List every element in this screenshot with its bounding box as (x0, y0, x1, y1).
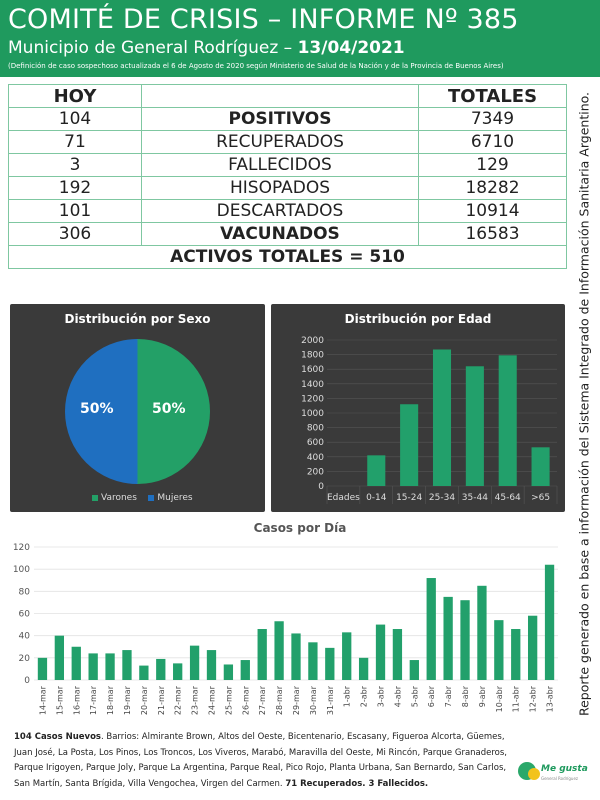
table-header-row (9, 85, 567, 108)
age-x-tick: 0-14 (366, 493, 387, 503)
age-y-tick: 1600 (301, 365, 324, 376)
day-bar (308, 642, 317, 680)
logo-text: Me gusta (541, 764, 588, 774)
day-bar (393, 629, 402, 680)
day-x-tick: 21-mar (156, 686, 166, 716)
total-value: 18282 (419, 177, 567, 200)
activos-row (9, 246, 567, 269)
hoy-header: HOY (9, 85, 142, 108)
day-x-tick: 27-mar (258, 686, 268, 716)
table-row (9, 154, 567, 177)
day-bar (156, 659, 165, 680)
footer-new-cases: 104 Casos Nuevos (14, 732, 101, 742)
age-bar (499, 355, 517, 486)
day-x-tick: 12-abr (528, 686, 538, 713)
day-bar (494, 620, 503, 680)
day-x-tick: 18-mar (106, 686, 116, 716)
logo-yellow-circle (528, 768, 540, 780)
day-bar (528, 616, 537, 680)
age-y-tick: 400 (306, 452, 324, 463)
total-value: 16583 (419, 223, 567, 246)
day-x-tick: 10-abr (494, 686, 504, 713)
day-bar (545, 565, 554, 680)
day-y-tick: 100 (12, 565, 30, 576)
day-x-tick: 19-mar (122, 686, 132, 716)
age-y-tick: 600 (306, 438, 324, 449)
sex-chart-title: Distribución por Sexo (64, 312, 211, 326)
day-bar (241, 660, 250, 680)
day-bar (207, 650, 216, 680)
hoy-value: 71 (9, 131, 142, 154)
day-x-tick: 7-abr (444, 686, 454, 708)
day-bar (460, 600, 469, 680)
age-y-tick: 1200 (301, 394, 324, 405)
source-note-text: Reporte generado en base a información del Sistema Integrado de Información Sanitaria Argentino. (576, 91, 592, 717)
age-y-tick: 800 (306, 423, 324, 434)
table-row (9, 131, 567, 154)
day-bar (55, 636, 64, 680)
hoy-value: 192 (9, 177, 142, 200)
age-bar (532, 447, 550, 486)
hoy-value: 3 (9, 154, 142, 177)
day-bar (325, 648, 334, 680)
report-subtitle (8, 38, 405, 58)
row-label: FALLECIDOS (142, 154, 419, 177)
day-bar (477, 586, 486, 680)
age-bar-chart (271, 304, 565, 512)
report-date: 13/04/2021 (297, 38, 405, 58)
age-y-tick: 1800 (301, 350, 324, 361)
age-bar (367, 455, 385, 486)
logo-subtext: General Rodríguez (541, 776, 579, 781)
day-x-tick: 1-abr (342, 686, 352, 708)
age-y-tick: 1000 (301, 409, 324, 419)
age-chart-title: Distribución por Edad (344, 312, 492, 326)
day-y-tick: 120 (12, 543, 30, 553)
day-x-tick: 2-abr (359, 686, 369, 708)
empty-header (142, 85, 419, 108)
day-bar (359, 658, 368, 680)
day-x-tick: 17-mar (89, 686, 99, 716)
age-y-tick: 1400 (301, 379, 324, 390)
table-row (9, 177, 567, 200)
day-x-tick: 6-abr (427, 686, 437, 708)
day-y-tick: 60 (18, 609, 30, 620)
total-value: 6710 (419, 131, 567, 154)
daily-chart-title: Casos por Día (253, 521, 347, 535)
pie-label-mujeres: 50% (80, 401, 114, 417)
age-x-tick: 35-44 (461, 493, 488, 503)
day-bar (376, 625, 385, 680)
hoy-value: 104 (9, 108, 142, 131)
day-x-tick: 30-mar (308, 686, 318, 716)
day-bar (443, 597, 452, 680)
day-bar (38, 658, 47, 680)
day-x-tick: 24-mar (207, 686, 217, 716)
day-x-tick: 31-mar (325, 686, 335, 716)
day-x-tick: 22-mar (173, 686, 183, 716)
day-x-tick: 13-abr (545, 686, 555, 713)
day-bar (342, 632, 351, 680)
age-bar (466, 366, 484, 486)
total-value: 10914 (419, 200, 567, 223)
activos-total: ACTIVOS TOTALES = 510 (9, 246, 567, 269)
pie-legend (92, 493, 193, 503)
legend-label-varones: Varones (101, 493, 137, 503)
day-x-tick: 8-abr (461, 686, 471, 708)
me-gusta-logo (518, 762, 588, 794)
stats-table (8, 84, 567, 269)
day-y-tick: 0 (24, 676, 30, 686)
age-x-tick: 25-34 (428, 493, 456, 503)
table-row (9, 223, 567, 246)
day-x-tick: 26-mar (241, 686, 251, 716)
age-bar (400, 404, 418, 486)
legend-label-mujeres: Mujeres (157, 493, 193, 503)
total-value: 129 (419, 154, 567, 177)
definition-note: (Definición de caso sospechoso actualizada el 6 de Agosto de 2020 según Ministerio de Salud de la Nación y de la Provincia de Buenos Aires) (8, 62, 504, 70)
age-distribution-panel (271, 304, 565, 512)
day-bar (139, 666, 148, 680)
footer-recovered-deaths: 71 Recuperados. 3 Fallecidos. (285, 778, 429, 789)
legend-swatch-varones (92, 495, 98, 501)
day-bar (72, 647, 81, 680)
day-bar (190, 646, 199, 680)
day-bar (258, 629, 267, 680)
day-bar (105, 653, 114, 680)
day-bar (511, 629, 520, 680)
pie-label-varones: 50% (152, 401, 186, 417)
day-bar (224, 664, 233, 680)
row-label: RECUPERADOS (142, 131, 419, 154)
sex-distribution-panel (10, 304, 265, 512)
day-bar (274, 621, 283, 680)
day-bar (89, 653, 98, 680)
report-title: COMITÉ DE CRISIS – INFORME Nº 385 (8, 4, 519, 35)
municipality-label: Municipio de General Rodríguez – (8, 38, 293, 58)
age-y-tick: 2000 (301, 336, 324, 346)
age-y-tick: 0 (318, 482, 324, 492)
day-bar (410, 660, 419, 680)
day-x-tick: 9-abr (477, 686, 487, 708)
footer-summary (14, 730, 514, 792)
day-bar (291, 633, 300, 680)
day-y-tick: 40 (18, 631, 30, 642)
total-value: 7349 (419, 108, 567, 131)
day-x-tick: 28-mar (275, 686, 285, 716)
age-bar (433, 349, 451, 486)
row-label: DESCARTADOS (142, 200, 419, 223)
day-x-tick: 15-mar (55, 686, 65, 716)
day-x-tick: 14-mar (38, 686, 48, 716)
day-x-tick: 5-abr (410, 686, 420, 708)
age-y-tick: 200 (306, 467, 324, 478)
age-x-tick: 45-64 (494, 493, 521, 503)
daily-cases-chart (0, 535, 570, 725)
age-x-tick: >65 (531, 493, 551, 503)
day-bar (122, 650, 131, 680)
age-x-label: Edades (326, 493, 360, 503)
day-x-tick: 3-abr (376, 686, 386, 708)
table-row (9, 200, 567, 223)
day-x-tick: 16-mar (72, 686, 82, 716)
table-row (9, 108, 567, 131)
row-label: HISOPADOS (142, 177, 419, 200)
age-x-tick: 15-24 (396, 493, 423, 503)
hoy-value: 306 (9, 223, 142, 246)
day-x-tick: 20-mar (139, 686, 149, 716)
hoy-value: 101 (9, 200, 142, 223)
day-x-tick: 11-abr (511, 686, 521, 713)
row-label: VACUNADOS (142, 223, 419, 246)
day-y-tick: 20 (18, 653, 30, 664)
day-x-tick: 4-abr (393, 686, 403, 708)
report-header (0, 0, 600, 77)
day-x-tick: 25-mar (224, 686, 234, 716)
day-x-tick: 29-mar (292, 686, 301, 716)
row-label: POSITIVOS (142, 108, 419, 131)
day-bar (427, 578, 436, 680)
footer-barrios: . Barrios: Almirante Brown, Altos del Oeste, Bicentenario, Escasany, Figueroa Alcorta, Güemes, Juan José, La Posta, Los Pinos, Los Troncos, Los Viveros, Marabó, Maravilla del Oeste, Mi Rincón, Parque Granaderos, Parque Irigoyen, Parque Joly, Parque La Argentina, Parque Real, Pico Rojo, Planta Urbana, San Bernardo, San Carlos, San Martín, Santa Brígida, Villa Vengochea, Virgen del Carmen. (14, 732, 508, 789)
day-bar (173, 663, 182, 680)
totales-header: TOTALES (419, 85, 567, 108)
legend-swatch-mujeres (148, 495, 154, 501)
day-x-tick: 23-mar (190, 686, 200, 716)
day-y-tick: 80 (18, 587, 30, 598)
